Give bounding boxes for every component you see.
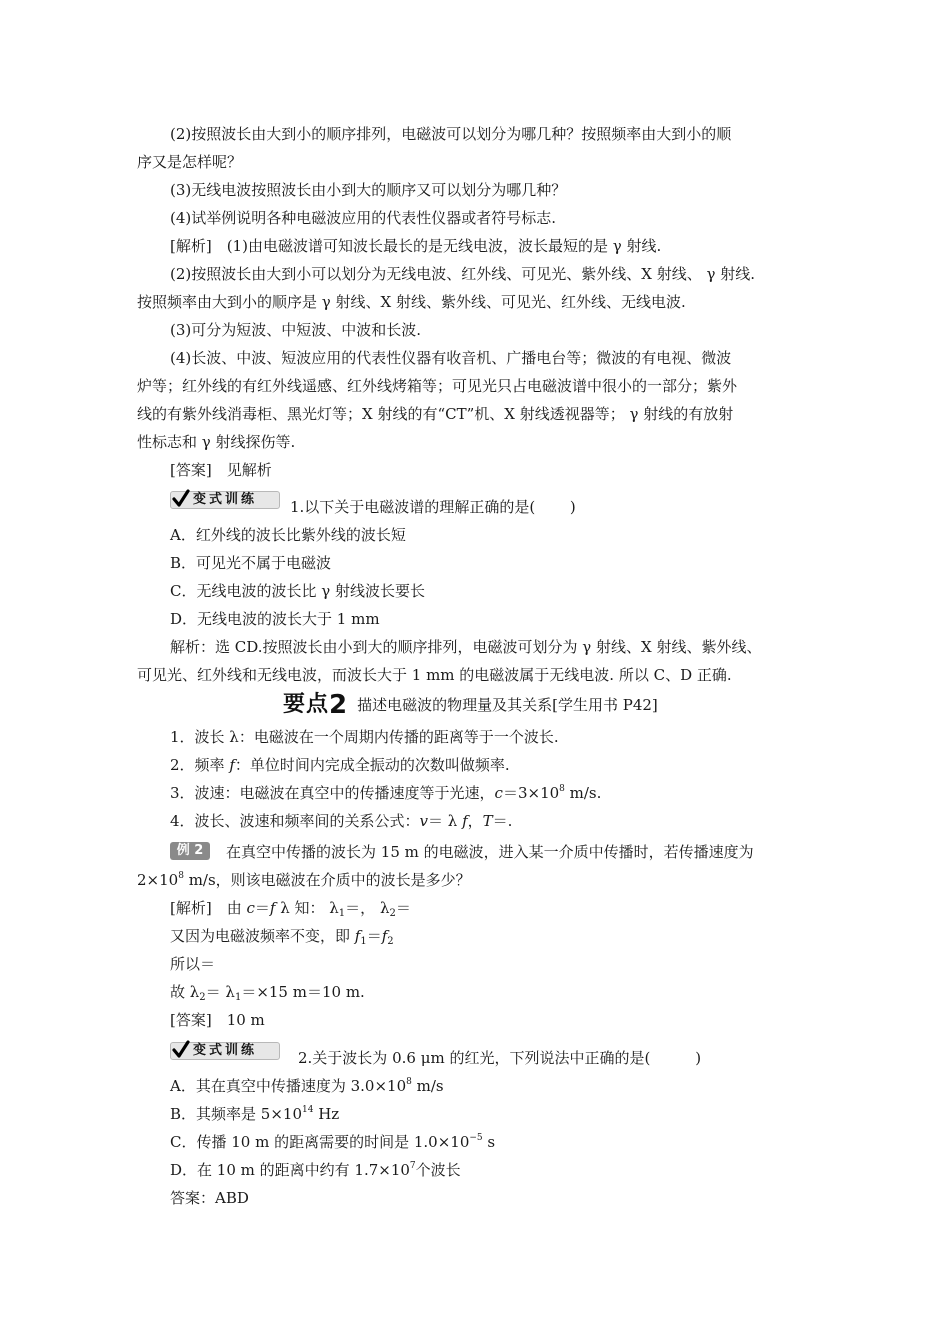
example2-answer: [答案] 10 m [170, 1011, 265, 1029]
analysis-line3: 按照频率由大到小的顺序是 γ 射线、X 射线、紫外线、可见光、红外线、无线电波. [137, 293, 686, 311]
training-tag [170, 1042, 280, 1060]
exercise1-option-c: C．无线电波的波长比 γ 射线波长要长 [170, 582, 425, 600]
section-title: 描述电磁波的物理量及其关系[学生用书 P42] [357, 696, 658, 714]
exercise1-solution-line1: 解析：选 CD.按照波长由小到大的顺序排列，电磁波可划分为 γ 射线、X 射线、紫外线、 [170, 638, 762, 656]
exercise1-option-d: D．无线电波的波长大于 1 mm [170, 610, 380, 628]
exercise2-option-d: D．在 10 m 的距离中约有 $1.7\times 10^7$个波长 [170, 1161, 461, 1179]
example2-solution-line3: 所以＝ [170, 955, 216, 973]
example2-solution-line4: 故 $\lambda_2= \lambda_1=\times 15$ m＝10 m. [170, 983, 365, 1003]
checkmark-icon [172, 1040, 190, 1060]
section-label: 要点 [283, 692, 330, 717]
exercise2-option-c: C．传播 10 m 的距离需要的时间是 $1.0\times 10^{-5}$ s [170, 1133, 496, 1151]
question-3: (3)无线电波按照波长由小到大的顺序又可以划分为哪几种？ [170, 181, 567, 199]
analysis-line5: (4)长波、中波、短波应用的代表性仪器有收音机、广播电台等；微波的有电视、微波 [170, 349, 732, 367]
definition-relation: 4．波长、波速和频率间的关系公式：v＝ λ f，T＝. [170, 812, 513, 830]
exercise2-answer: 答案：ABD [170, 1189, 249, 1207]
example-badge: 例 2 [170, 842, 210, 860]
definition-frequency: 2．频率 f：单位时间内完成全振动的次数叫做频率. [170, 756, 510, 774]
definition-wavelength: 1．波长 λ：电磁波在一个周期内传播的距离等于一个波长. [170, 728, 559, 746]
example2-line2: $2\times 10^8$ m/s，则该电磁波在介质中的波长是多少？ [137, 871, 471, 889]
example2-line1: 在真空中传播的波长为 15 m 的电磁波，进入某一介质中传播时，若传播速度为 [226, 843, 754, 861]
question-2-line2: 序又是怎样呢？ [137, 153, 243, 171]
definition-wave-speed: 3．波速：电磁波在真空中的传播速度等于光速，$c=3\times 10^8$ m/s. [170, 784, 602, 802]
exercise1-stem: 1.以下关于电磁波谱的理解正确的是( ) [290, 498, 576, 516]
example2-solution-line1: [解析] 由 c＝f λ 知： $\lambda_1=$， $\lambda_2=$ [170, 899, 411, 919]
exercise2-option-b: B．其频率是 $5\times 10^{14}$ Hz [170, 1105, 340, 1123]
exercise2-option-a: A．其在真空中传播速度为 $3.0\times 10^8$ m/s [170, 1077, 444, 1095]
analysis-line2: (2)按照波长由大到小可以划分为无线电波、红外线、可见光、紫外线、X 射线、 γ 射线. [170, 265, 755, 283]
exercise1-option-b: B．可见光不属于电磁波 [170, 554, 332, 572]
exercise2-stem: 2.关于波长为 0.6 μm 的红光，下列说法中正确的是( ) [298, 1049, 702, 1067]
section-number: 2 [329, 690, 348, 720]
exercise1-solution-line2: 可见光、红外线和无线电波，而波长大于 1 mm 的电磁波属于无线电波. 所以 C、D 正确. [137, 666, 732, 684]
example2-solution-line2: 又因为电磁波频率不变，即 $f_1=f_2$ [170, 927, 394, 947]
training-tag-label: 变式训练 [193, 1043, 258, 1058]
question-2-line1: (2)按照波长由大到小的顺序排列，电磁波可以划分为哪几种？按照频率由大到小的顺 [170, 125, 732, 143]
training-tag-label: 变式训练 [193, 492, 258, 507]
training-tag [170, 491, 280, 509]
question-4: (4)试举例说明各种电磁波应用的代表性仪器或者符号标志. [170, 209, 557, 227]
exercise1-option-a: A．红外线的波长比紫外线的波长短 [170, 526, 406, 544]
analysis-answer: [答案] 见解析 [170, 461, 272, 479]
checkmark-icon [172, 489, 190, 509]
analysis-line1: [解析] (1)由电磁波谱可知波长最长的是无线电波，波长最短的是 γ 射线. [170, 237, 662, 255]
section-heading [283, 692, 658, 718]
analysis-line6: 炉等；红外线的有红外线遥感、红外线烤箱等；可见光只占电磁波谱中很小的一部分；紫外 [137, 377, 738, 395]
analysis-line4: (3)可分为短波、中短波、中波和长波. [170, 321, 422, 339]
analysis-line8: 性标志和 γ 射线探伤等. [137, 433, 296, 451]
analysis-line7: 线的有紫外线消毒柜、黑光灯等；X 射线的有“CT”机、X 射线透视器等； γ 射线的有放射 [137, 405, 734, 423]
